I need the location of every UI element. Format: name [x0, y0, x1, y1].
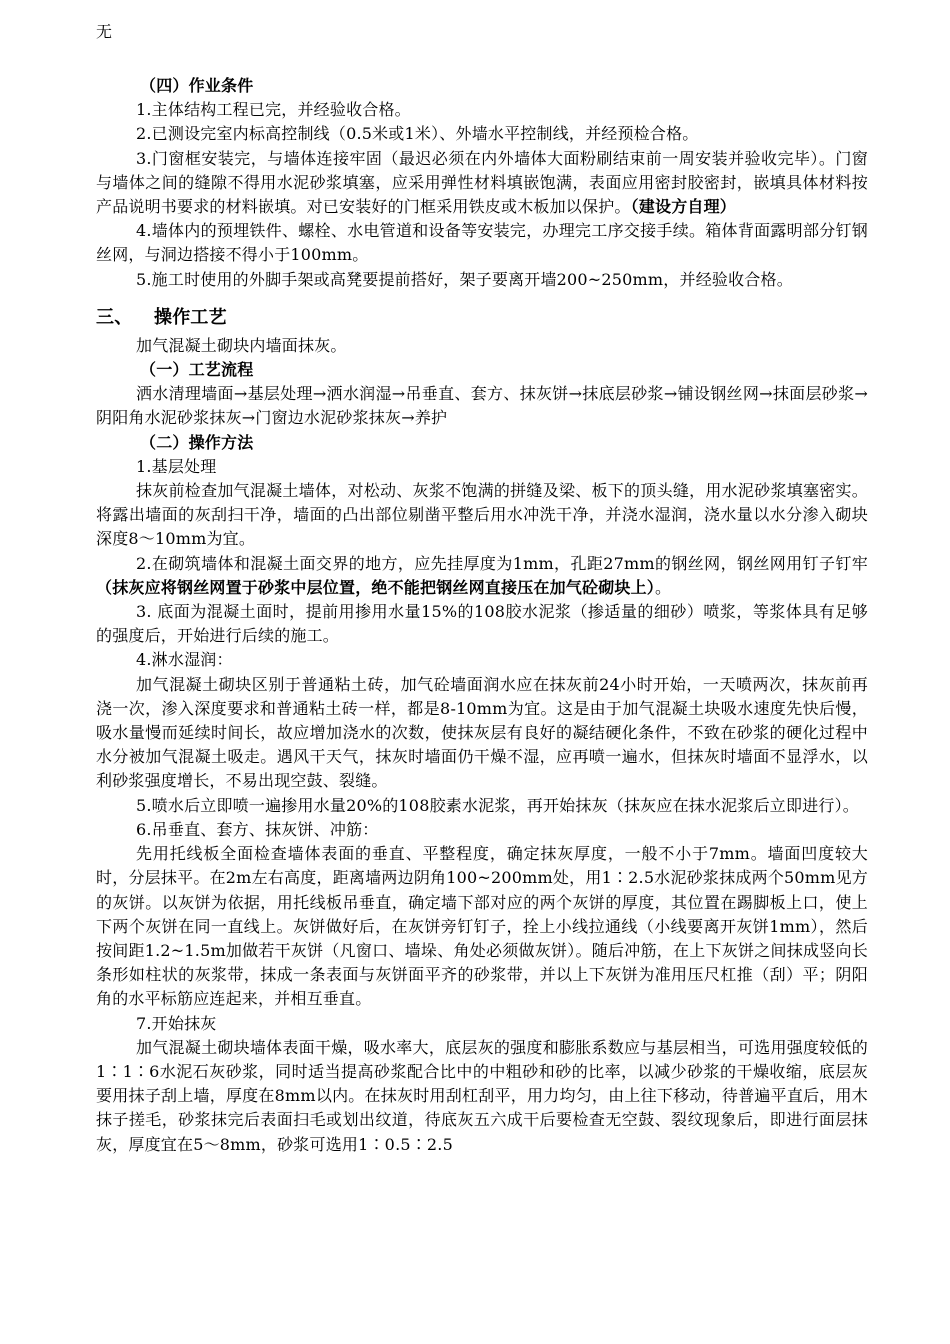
section-number: 三、 [96, 306, 133, 328]
step-title: 1.基层处理 [136, 456, 217, 476]
document-body [96, 74, 868, 1157]
paragraph: 抹灰前检查加气混凝土墙体，对松动、灰浆不饱满的拼缝及梁、板下的顶头缝，用水泥砂浆填塞密实。将露出墙面的灰刮扫干净，墙面的凸出部位剔凿平整后用水冲洗干净，并浇水湿润，浇水量以水分渗入砌块深度8～10mm为宜。 [96, 481, 868, 549]
paragraph: 4.墙体内的预埋铁件、螺栓、水电管道和设备等安装完，办理完工序交接手续。箱体背面露明部分钉钢丝网，与洞边搭接不得小于100mm。 [96, 221, 868, 265]
method-heading: （二）操作方法 [140, 432, 254, 452]
paragraph: 加气混凝土砌块墙体表面干燥，吸水率大，底层灰的强度和膨胀系数应与基层相当，可选用强度较低的1∶1∶6水泥石灰砂浆，同时适当提高砂浆配合比中的中粗砂和砂的比率，以减少砂浆的干燥收缩，底层灰要用抹子刮上墙，厚度在8mm以内。在抹灰时用刮杠刮平，用力均匀，由上往下移动，待普遍平直后，用木抹子搓毛，砂浆抹完后表面扫毛或划出纹道，待底灰五六成干后要检查无空鼓、裂纹现象后，即进行面层抹灰，厚度宜在5～8mm，砂浆可选用1∶0.5∶2.5 [96, 1037, 868, 1154]
paragraph-end: 。 [655, 577, 672, 597]
paragraph: 先用托线板全面检查墙体表面的垂直、平整程度，确定抹灰厚度，一般不小于7mm。墙面凹度较大时，分层抹平。在2m左右高度，距离墙两边阴角100~200mm处，用1∶2.5水泥砂浆抹成两个50mm见方的灰饼。以灰饼为依据，用托线板吊垂直，确定墙下部对应的两个灰饼的厚度，其位置在踢脚板上口，使上下两个灰饼在同一直线上。灰饼做好后，在灰饼旁钉钉子，拴上小线拉通线（小线要离开灰饼1mm），然后按间距1.2~1.5m加做若干灰饼（凡窗口、墙垛、角处必须做灰饼）。随后冲筋，在上下灰饼之间抹成竖向长条形如柱状的灰浆带，抹成一条表面与灰饼面平齐的砂浆带，并以上下灰饼为准用压尺杠推（刮）平；阴阳角的水平标筋应连起来，并相互垂直。 [96, 844, 868, 1009]
step-title: 7.开始抹灰 [136, 1013, 217, 1033]
paragraph [96, 147, 868, 220]
paragraph: 5.喷水后立即喷一遍掺用水量20%的108胶素水泥浆，再开始抹灰（抹灰应在抹水泥浆后立即进行）。 [136, 795, 859, 815]
paragraph: 5.施工时使用的外脚手架或高凳要提前搭好，架子要离开墙200~250mm，并经验收合格。 [136, 269, 793, 289]
bold-note: （抹灰应将钢丝网置于砂浆中层位置，绝不能把钢丝网直接压在加气砼砌块上） [96, 577, 656, 597]
step-title: 6.吊垂直、套方、抹灰饼、冲筋： [136, 819, 379, 839]
paragraph [96, 552, 868, 600]
paragraph-text: 3.门窗框安装完，与墙体连接牢固（最迟必须在内外墙体大面粉刷结束前一周安装并验收完毕）。门窗与墙体之间的缝隙不得用水泥砂浆填塞，应采用弹性材料填嵌饱满，表面应用密封胶密封，嵌填具体材料按产品说明书要求的材料嵌填。对已安装好的门框采用铁皮或木板加以保护。 [96, 148, 868, 217]
bold-note: （建设方自理） [630, 197, 737, 217]
flow-heading: （一）工艺流程 [140, 360, 254, 380]
section-3-heading [96, 304, 868, 332]
paragraph: 加气混凝土砌块区别于普通粘土砖，加气砼墙面润水应在抹灰前24小时开始，一天喷两次，抹灰前再浇一次，渗入深度要求和普通粘土砖一样，都是8-10mm为宜。这是由于加气混凝土块吸水速度先快后慢，吸水量慢而延续时间长，故应增加浇水的次数，使抹灰层有良好的凝结硬化条件，不致在砂浆的硬化过程中水分被加气混凝土吸走。遇风干天气，抹灰时墙面仍干燥不湿，应再喷一遍水，但抹灰时墙面不显浮水，以利砂浆强度增长，不易出现空鼓、裂缝。 [96, 674, 868, 791]
paragraph: 1.主体结构工程已完，并经验收合格。 [136, 100, 411, 120]
paragraph: 2.已测设完室内标高控制线（0.5米或1米）、外墙水平控制线，并经预检合格。 [136, 124, 699, 144]
paragraph-text: 2.在砌筑墙体和混凝土面交界的地方，应先挂厚度为1mm，孔距27mm的钢丝网，钢丝网用钉子钉牢 [136, 553, 868, 573]
header-mark: 无 [96, 22, 113, 41]
step-title: 4.淋水湿润： [136, 650, 233, 670]
paragraph: 加气混凝土砌块内墙面抹灰。 [136, 335, 347, 355]
section-4-heading: （四）作业条件 [140, 76, 254, 95]
section-title: 操作工艺 [154, 306, 227, 328]
paragraph: 3. 底面为混凝土面时，提前用掺用水量15%的108胶水泥浆（掺适量的细砂）喷浆，等浆体具有足够的强度后，开始进行后续的施工。 [96, 602, 868, 646]
flow-text: 洒水清理墙面→基层处理→洒水润湿→吊垂直、套方、抹灰饼→抹底层砂浆→铺设钢丝网→抹面层砂浆→阴阳角水泥砂浆抹灰→门窗边水泥砂浆抹灰→养护 [96, 384, 868, 428]
